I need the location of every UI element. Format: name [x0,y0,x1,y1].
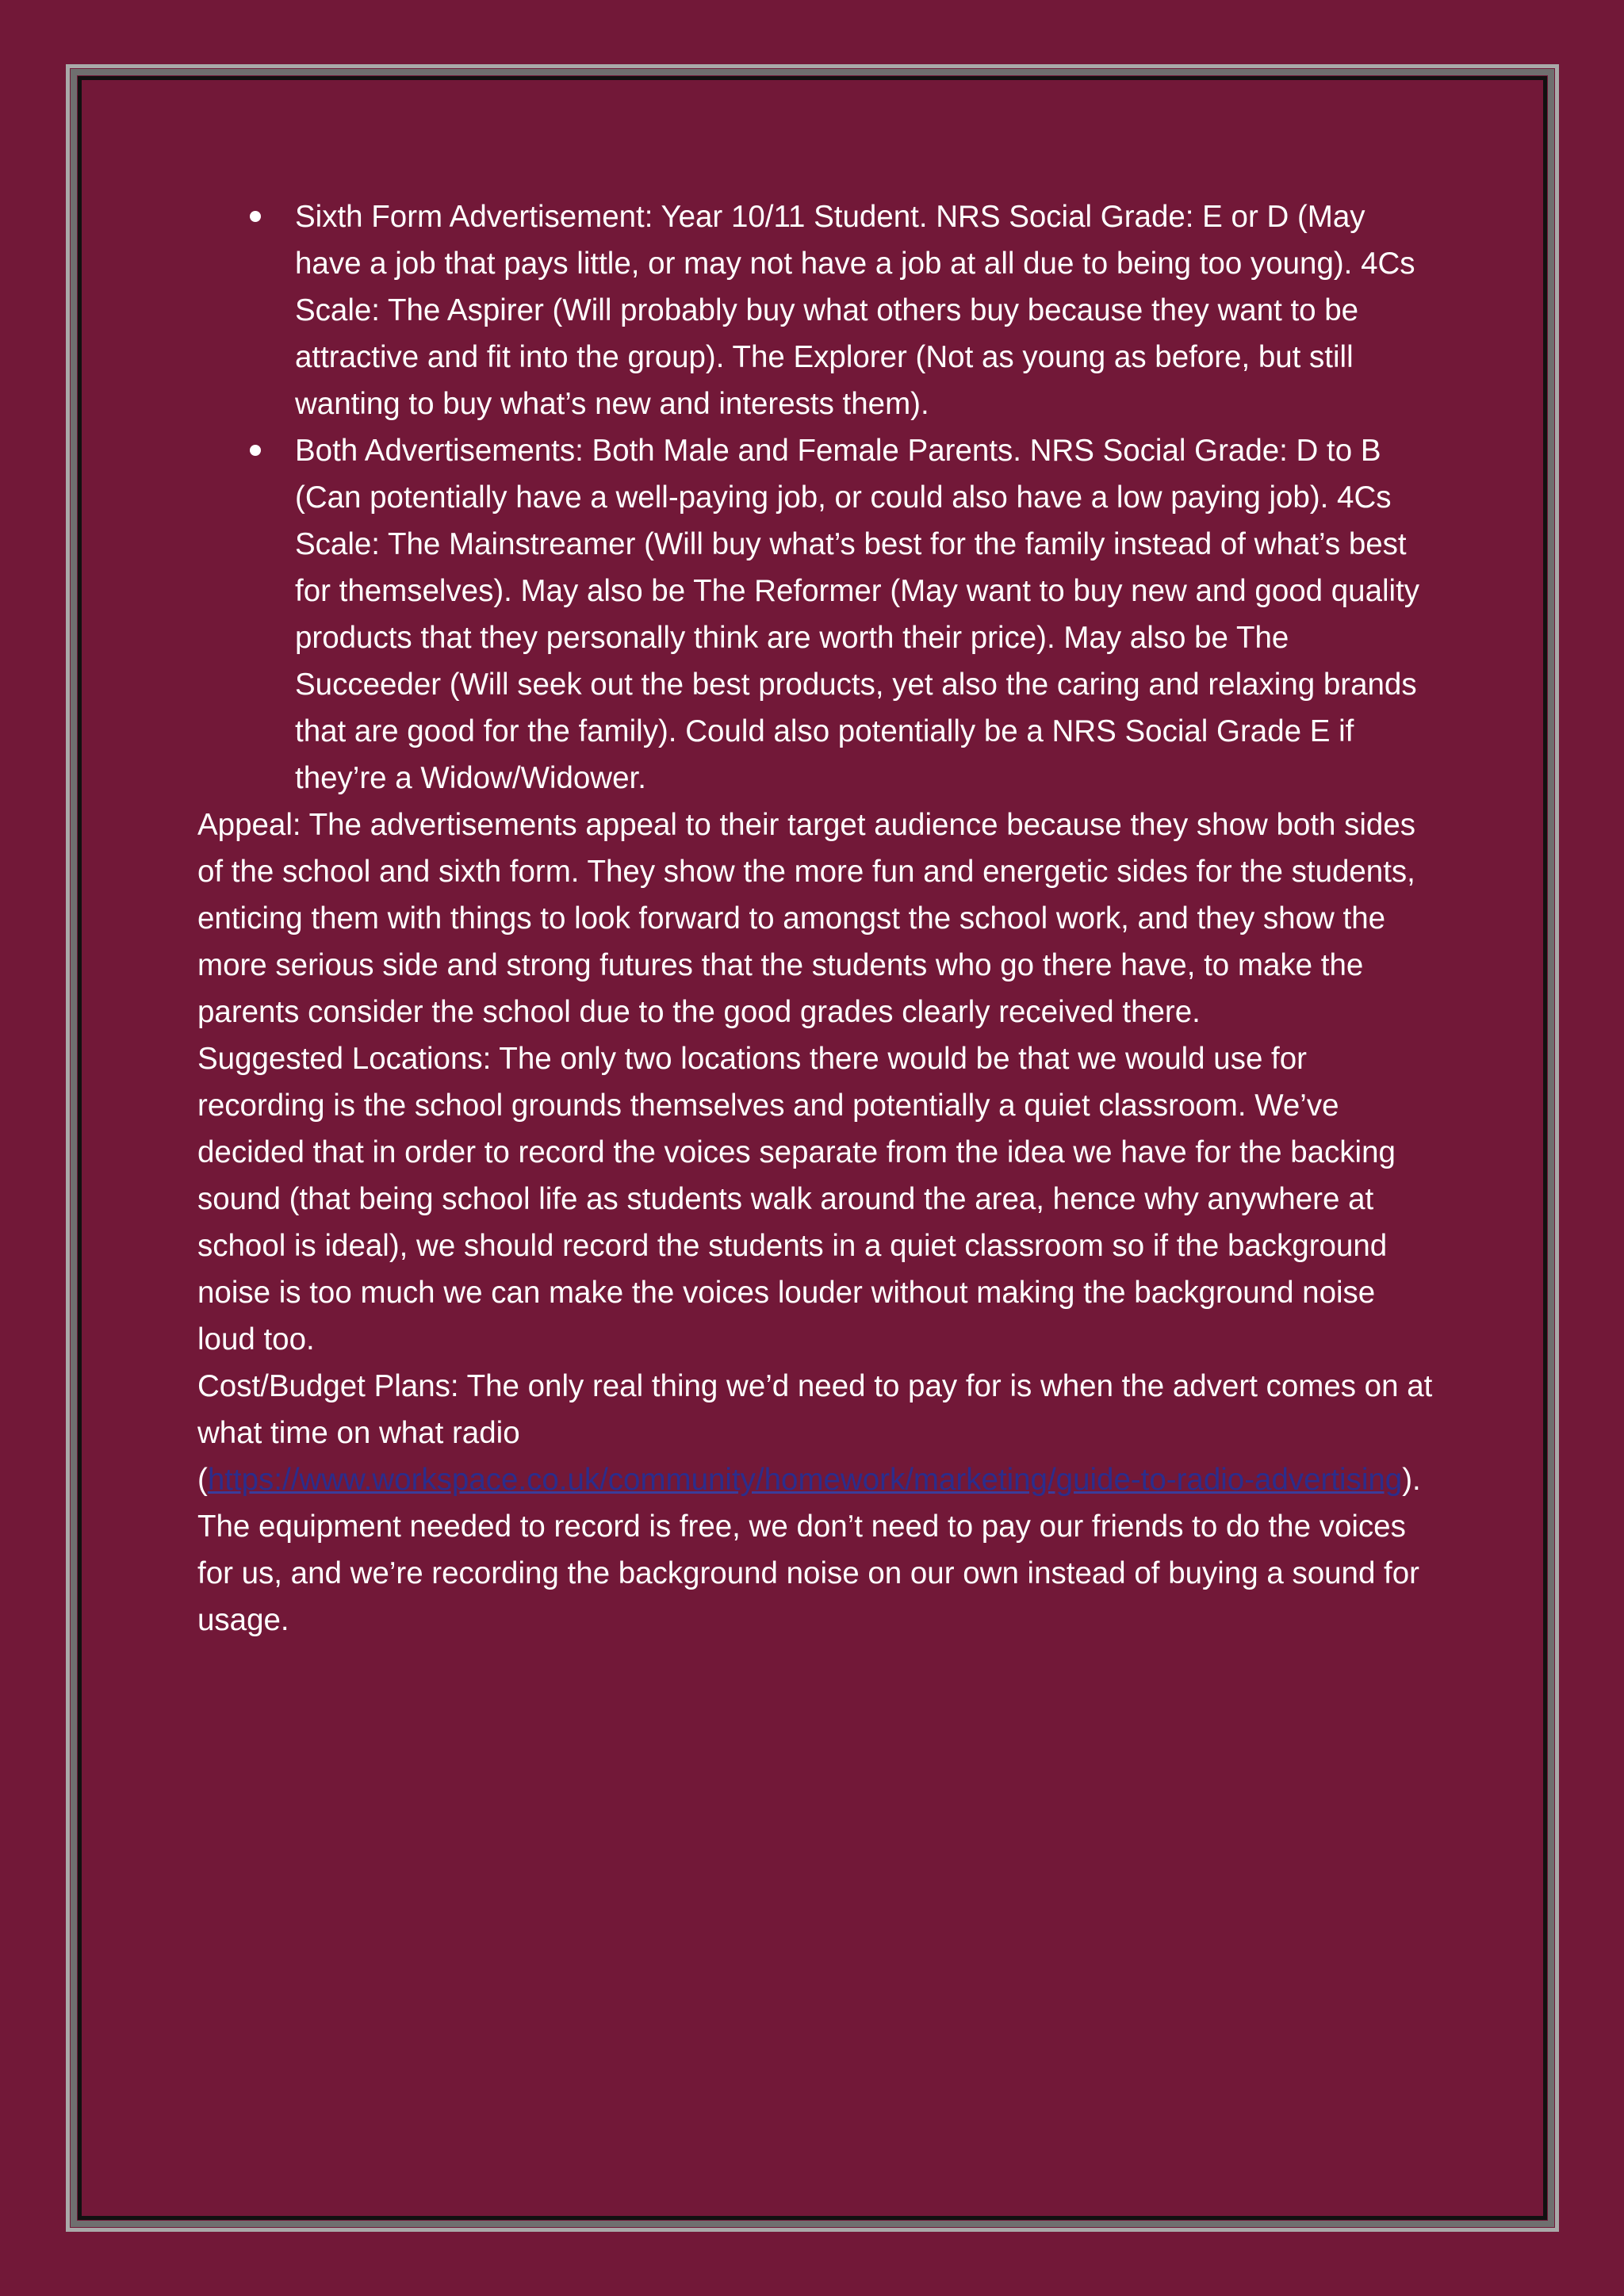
bullet-text-sixth-form: Sixth Form Advertisement: Year 10/11 Student. NRS Social Grade: E or D (May have a job that pays little, or may not have a job at all due to being too young). 4Cs Scale: The Aspirer (Will probably buy what others buy because they want to be attractive and fit into the group). The Explorer (Not as young as before, but still wanting to buy what’s new and interests them). [295,200,1415,421]
bullet-icon [250,211,261,222]
radio-advertising-link[interactable]: https://www.workspace.co.uk/community/homework/marketing/guide-to-radio-advertising [207,1463,1403,1497]
budget-paragraph [197,1363,1434,1644]
list-item [197,427,1434,802]
appeal-paragraph: Appeal: The advertisements appeal to their target audience because they show both sides of the school and sixth form. They show the more fun and energetic sides for the students, enticing them with things to look forward to amongst the school work, and they show the more serious side and strong futures that the students who go there have, to make the parents consider the school due to the good grades clearly received there. [197,808,1415,1029]
bullet-text-both-advertisements: Both Advertisements: Both Male and Female Parents. NRS Social Grade: D to B (Can potentially have a well-paying job, or could also have a low paying job). 4Cs Scale: The Mainstreamer (Will buy what’s best for the family instead of what’s best for themselves). May also be The Reformer (May want to buy new and good quality products that they personally think are worth their price). May also be The Succeeder (Will seek out the best products, yet also the caring and relaxing brands that are good for the family). Could also potentially be a NRS Social Grade E if they’re a Widow/Widower. [295,434,1420,795]
target-audience-list [197,193,1434,802]
bullet-icon [250,445,261,456]
list-item [197,193,1434,427]
document-body [197,193,1434,1644]
locations-paragraph: Suggested Locations: The only two locations there would be that we would use for recording is the school grounds themselves and potentially a quiet classroom. We’ve decided that in order to record the voices separate from the idea we have for the backing sound (that being school life as students walk around the area, hence why anywhere at school is ideal), we should record the students in a quiet classroom so if the background noise is too much we can make the voices louder without making the background noise loud too. [197,1042,1396,1357]
budget-text-before-link: Cost/Budget Plans: The only real thing we’d need to pay for is when the advert comes on at what time on what radio ( [197,1369,1433,1497]
budget-text-after-link: ). The equipment needed to record is free, we don’t need to pay our friends to do the voices for us, and we’re recording the background noise on our own instead of buying a sound for usage. [197,1463,1421,1637]
